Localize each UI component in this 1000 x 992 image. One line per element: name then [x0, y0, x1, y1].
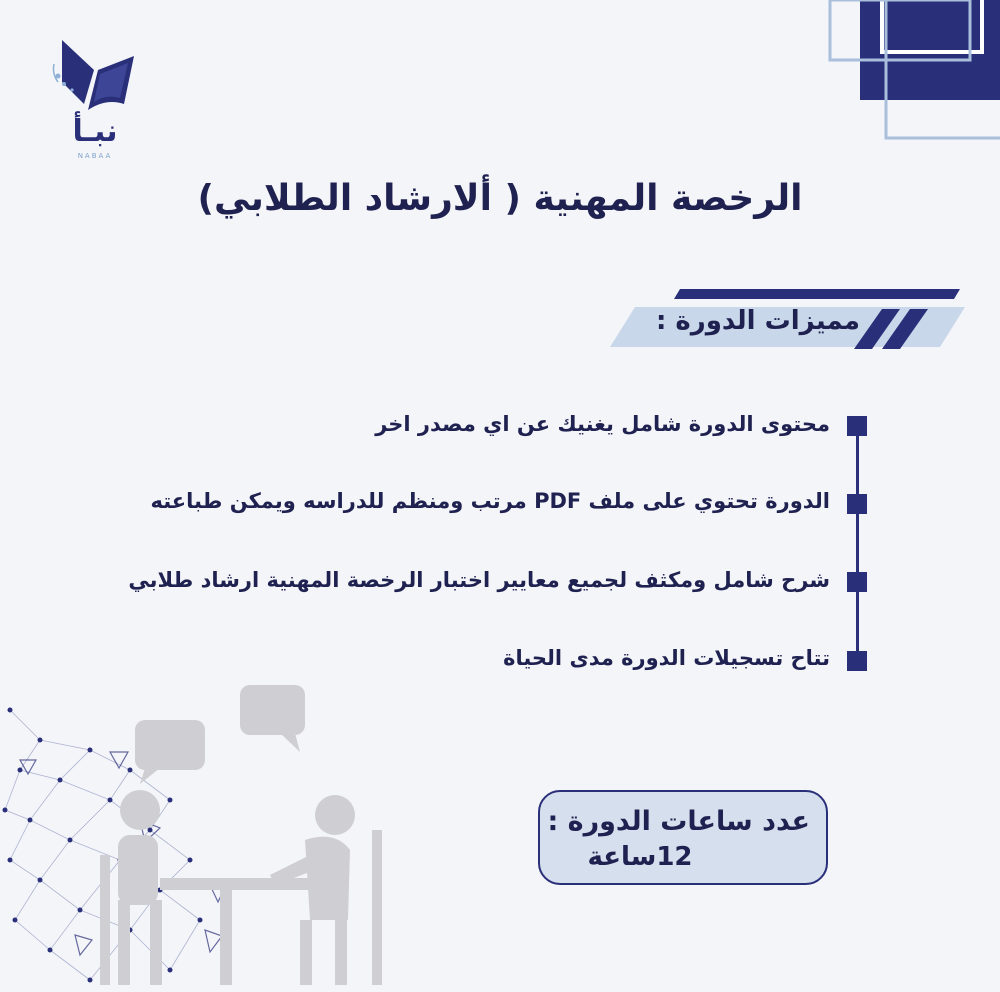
bullet-square-icon: [847, 494, 867, 514]
bullet-square-icon: [847, 651, 867, 671]
course-hours-value: 12ساعة: [587, 842, 693, 872]
logo-english-name: NABAA: [77, 152, 113, 160]
feature-item: الدورة تحتوي على ملف PDF مرتب ومنظم للدراسه ويمكن طباعته: [150, 489, 830, 513]
bullet-square-icon: [847, 572, 867, 592]
corner-squares-decoration: [820, 0, 1000, 145]
page-title: الرخصة المهنية ( ألارشاد الطلابي): [197, 178, 803, 219]
book-logo-icon: [40, 30, 150, 120]
feature-item: محتوى الدورة شامل يغنيك عن اي مصدر اخر: [375, 412, 830, 436]
feature-item: تتاح تسجيلات الدورة مدى الحياة: [503, 646, 830, 670]
logo-arabic-name: نبـأ: [72, 114, 118, 149]
nabaa-logo: [40, 30, 150, 160]
timeline-line: [856, 426, 859, 662]
bullet-square-icon: [847, 416, 867, 436]
course-hours-label: عدد ساعات الدورة :: [547, 806, 810, 837]
feature-item: شرح شامل ومكثف لجميع معايير اختبار الرخصة المهنية ارشاد طلابي: [128, 568, 830, 592]
features-heading: مميزات الدورة :: [655, 306, 860, 336]
counseling-illustration: [0, 680, 420, 992]
